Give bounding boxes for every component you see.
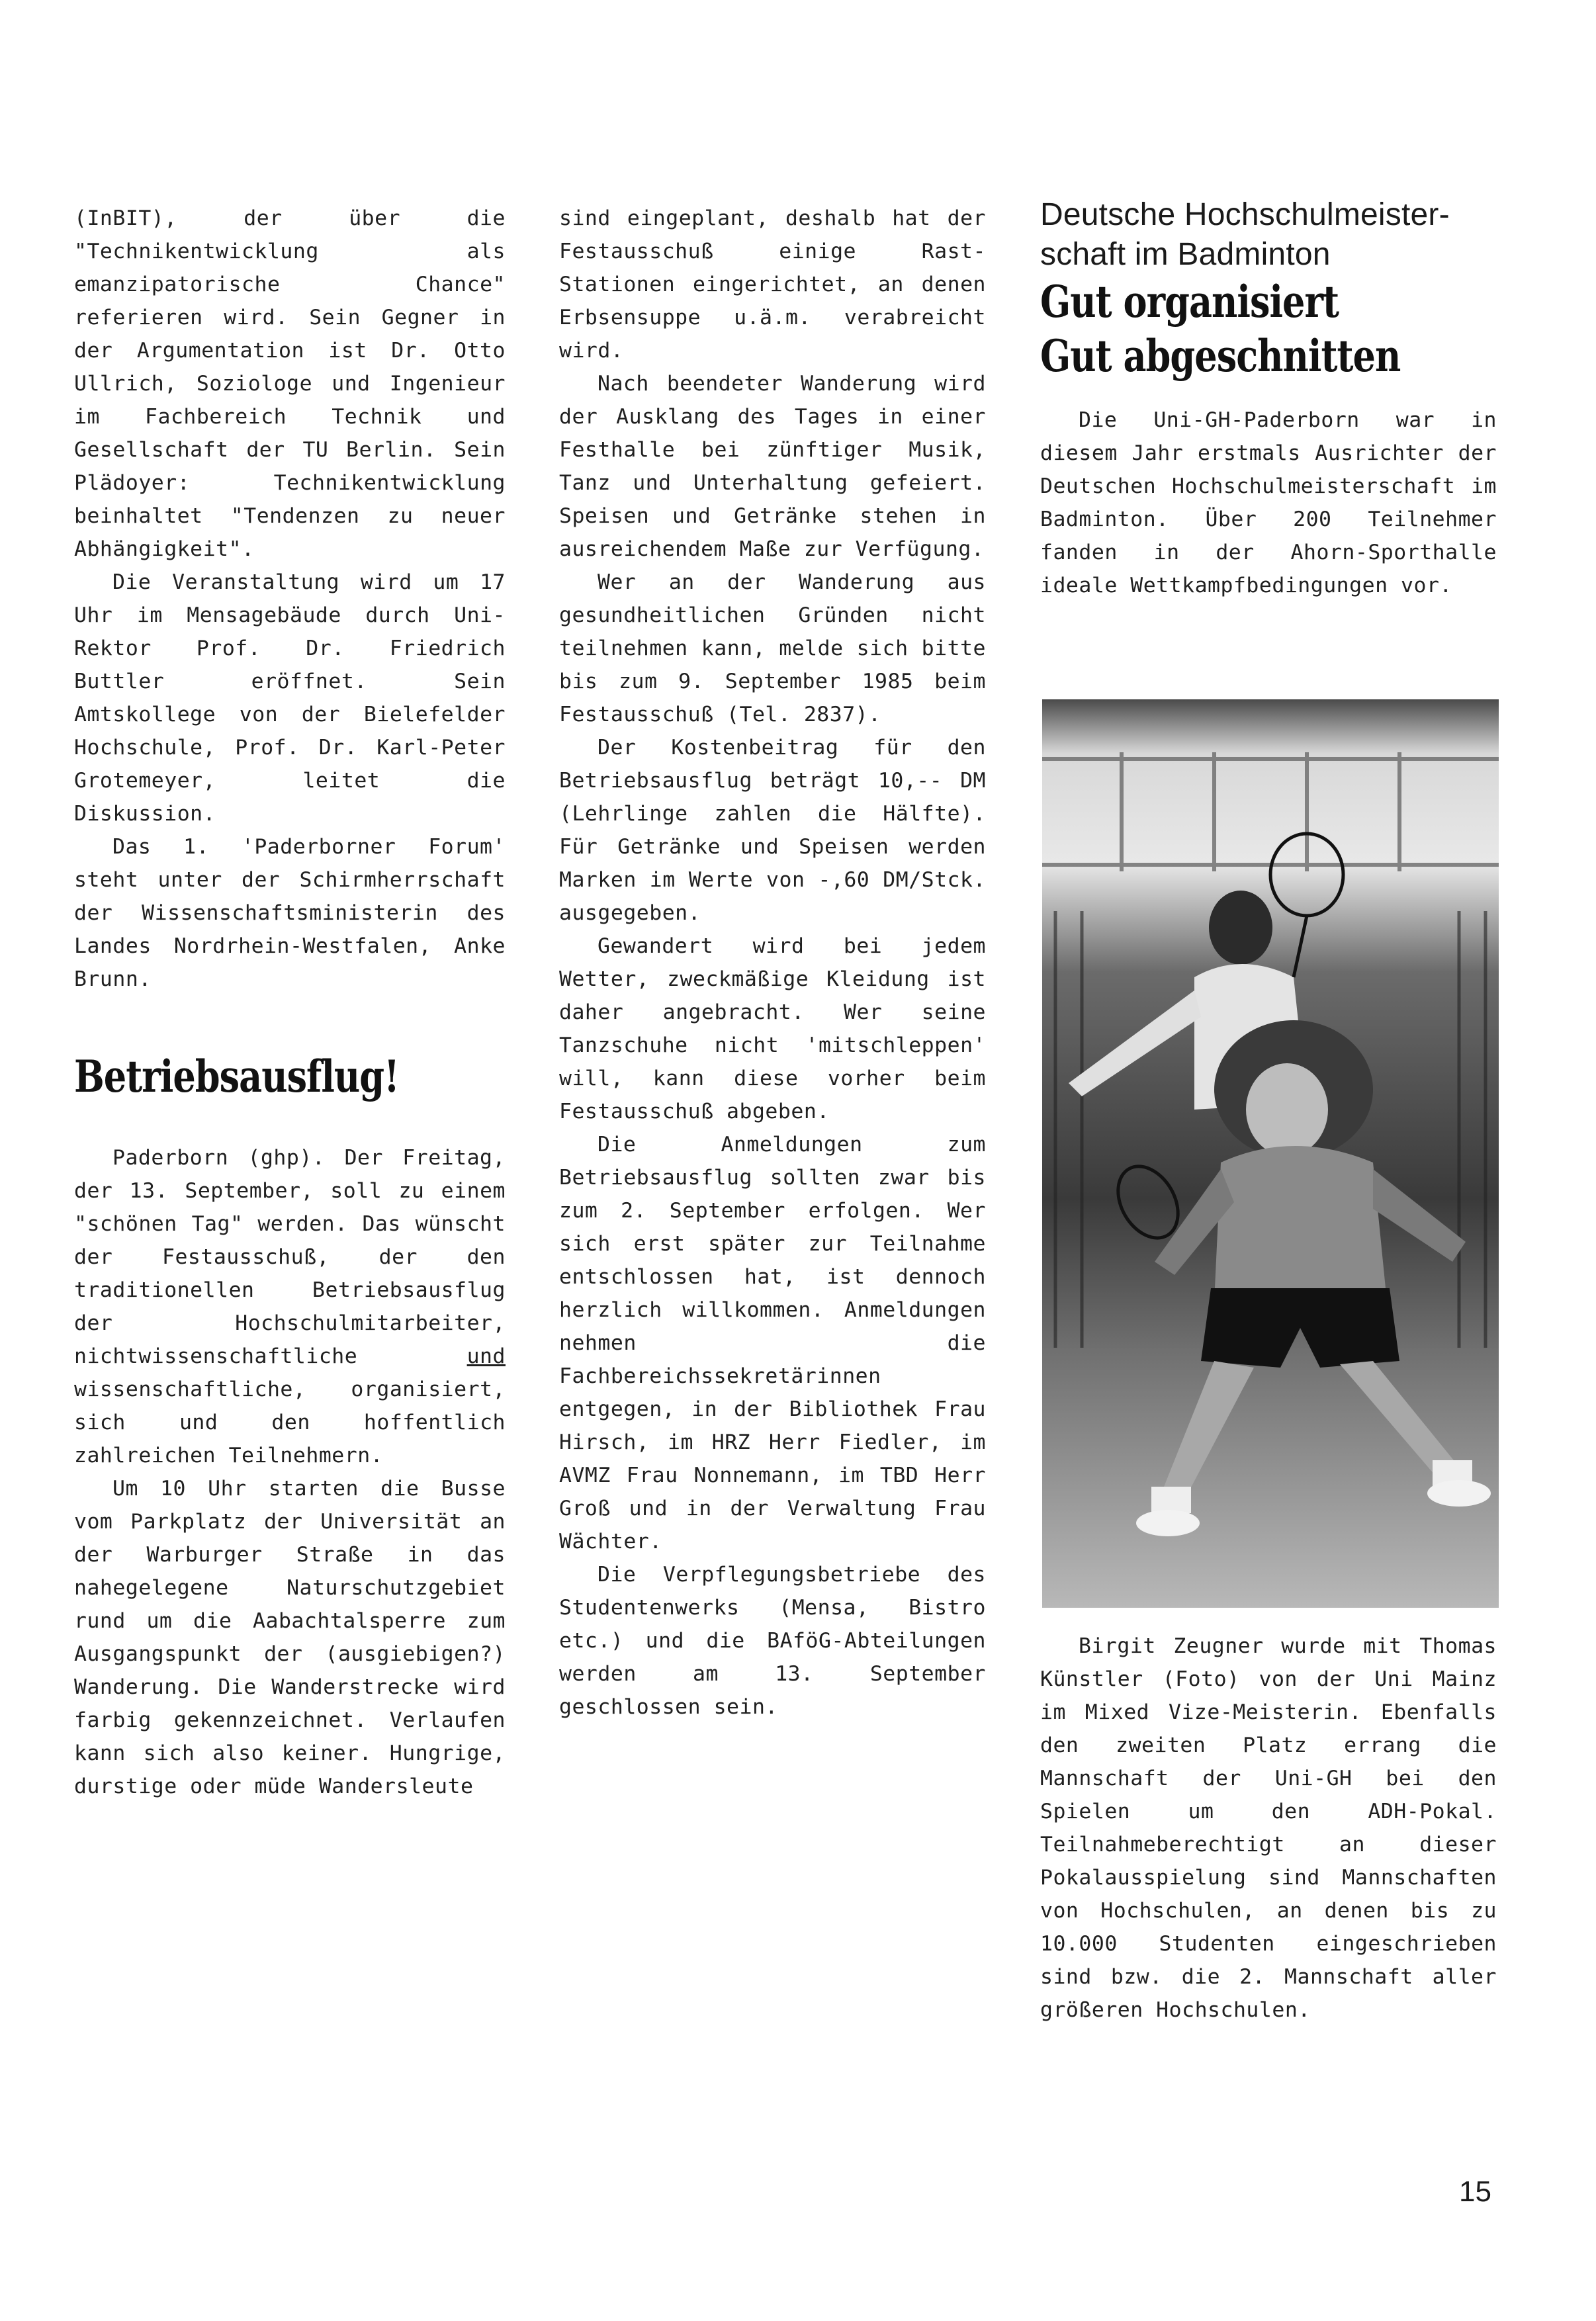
betriebsausflug-paragraph [74, 1141, 506, 1472]
badminton-headline-line: Gut abgeschnitten [1040, 330, 1401, 382]
betriebsausflug-continuation: sind eingeplant, deshalb hat der Festausschuß einige Rast-Stationen eingerichtet, an denen Erbsensuppe u.ä.m. verabreicht wird. [559, 206, 986, 363]
badminton-kicker-line: Deutsche Hochschulmeister- [1040, 197, 1450, 232]
betriebsausflug-paragraph: Wer an der Wanderung aus gesundheitlichen Gründen nicht teilnehmen kann, melde sich bitte bis zum 9. September 1985 beim Festausschuß (Tel. 2837). [559, 570, 986, 726]
column-middle [559, 202, 986, 1724]
betriebsausflug-text: Paderborn (ghp). Der Freitag, der 13. September, soll zu einem "schönen Tag" werden. Das wünscht der Festausschuß, der den traditionellen Betriebsausflug der Hochschulmitarbeiter, nichtwissenschaftliche [74, 1146, 506, 1368]
page-number: 15 [1459, 2175, 1491, 2208]
badminton-kicker-line: schaft im Badminton [1040, 237, 1331, 272]
betriebsausflug-paragraph: Um 10 Uhr starten die Busse vom Parkplatz der Universität an der Warburger Straße in das nahegelegene Naturschutzgebiet rund um die Aabachtalsperre zum Ausgangspunkt der (ausgiebigen?) Wanderung. Die Wanderstrecke wird farbig gekennzeichnet. Verlaufen kann sich also keiner. Hungrige, durstige oder müde Wandersleute [74, 1477, 506, 1798]
betriebsausflug-text: wissenschaftliche, organisiert, sich und den hoffentlich zahlreichen Teilnehmern. [74, 1378, 506, 1467]
badminton-intro: Die Uni-GH-Paderborn war in diesem Jahr erstmals Ausrichter der Deutschen Hochschulmeisterschaft im Badminton. Über 200 Teilnehmer fanden in der Ahorn-Sporthalle ideale Wettkampfbedingungen vor. [1040, 408, 1497, 597]
column-left [74, 202, 506, 1803]
betriebsausflug-paragraph: Der Kostenbeitrag für den Betriebsausflug beträgt 10,-- DM (Lehrlinge zahlen die Hälfte). Für Getränke und Speisen werden Marken im Werte von -,60 DM/Stck. ausgegeben. [559, 736, 986, 925]
badminton-headline-line: Gut organisiert [1040, 276, 1339, 328]
betriebsausflug-paragraph: Gewandert wird bei jedem Wetter, zweckmäßige Kleidung ist daher angebracht. Wer seine Tanzschuhe nicht 'mitschleppen' will, kann diese vorher beim Festausschuß abgeben. [559, 934, 986, 1123]
betriebsausflug-paragraph: Nach beendeter Wanderung wird der Ausklang des Tages in einer Festhalle bei zünftiger Musik, Tanz und Unterhaltung gefeiert. Speisen und Getränke stehen in ausreichendem Maße zur Verfügung. [559, 372, 986, 561]
forum-article-paragraph: Das 1. 'Paderborner Forum' steht unter der Schirmherrschaft der Wissenschaftsministerin des Landes Nordrhein-Westfalen, Anke Brunn. [74, 835, 506, 991]
betriebsausflug-paragraph: Die Anmeldungen zum Betriebsausflug sollten zwar bis zum 2. September erfolgen. Wer sich erst später zur Teilnahme entschlossen hat, ist dennoch herzlich willkommen. Anmeldungen nehmen die Fachbereichssekretärinnen entgegen, in der Bibliothek Frau Hirsch, im HRZ Herr Fiedler, im AVMZ Frau Nonnemann, im TBD Herr Groß und in der Verwaltung Frau Wächter. [559, 1133, 986, 1554]
betriebsausflug-headline: Betriebsausflug! [74, 1051, 399, 1102]
forum-article-continuation: (InBIT), der über die "Technikentwicklung als emanzipatorische Chance" referieren wird. Sein Gegner in der Argumentation ist Dr. Otto Ullrich, Soziologe und Ingenieur im Fachbereich Technik und Gesellschaft der TU Berlin. Sein Plädoyer: Technikentwicklung beinhaltet "Tendenzen zu neuer Abhängigkeit". [74, 206, 506, 561]
forum-article-paragraph: Die Veranstaltung wird um 17 Uhr im Mensagebäude durch Uni-Rektor Prof. Dr. Friedrich Buttler eröffnet. Sein Amtskollege von der Bielefelder Hochschule, Prof. Dr. Karl-Peter Grotemeyer, leitet die Diskussion. [74, 570, 506, 826]
underlined-word: und [466, 1344, 506, 1368]
badminton-heading-block [1040, 195, 1517, 383]
betriebsausflug-paragraph: Die Verpflegungsbetriebe des Studentenwerks (Mensa, Bistro etc.) und die BAföG-Abteilungen werden am 13. September geschlossen sein. [559, 1563, 986, 1719]
badminton-photo [1042, 699, 1499, 1608]
photo-caption: Birgit Zeugner wurde mit Thomas Künstler (Foto) von der Uni Mainz im Mixed Vize-Meisterin. Ebenfalls den zweiten Platz errang die Mannschaft der Uni-GH bei den Spielen um den ADH-Pokal. Teilnahmeberechtigt an dieser Pokalausspielung sind Mannschaften von Hochschulen, an denen bis zu 10.000 Studenten eingeschrieben sind bzw. die 2. Mannschaft aller größeren Hochschulen. [1040, 1634, 1497, 2022]
